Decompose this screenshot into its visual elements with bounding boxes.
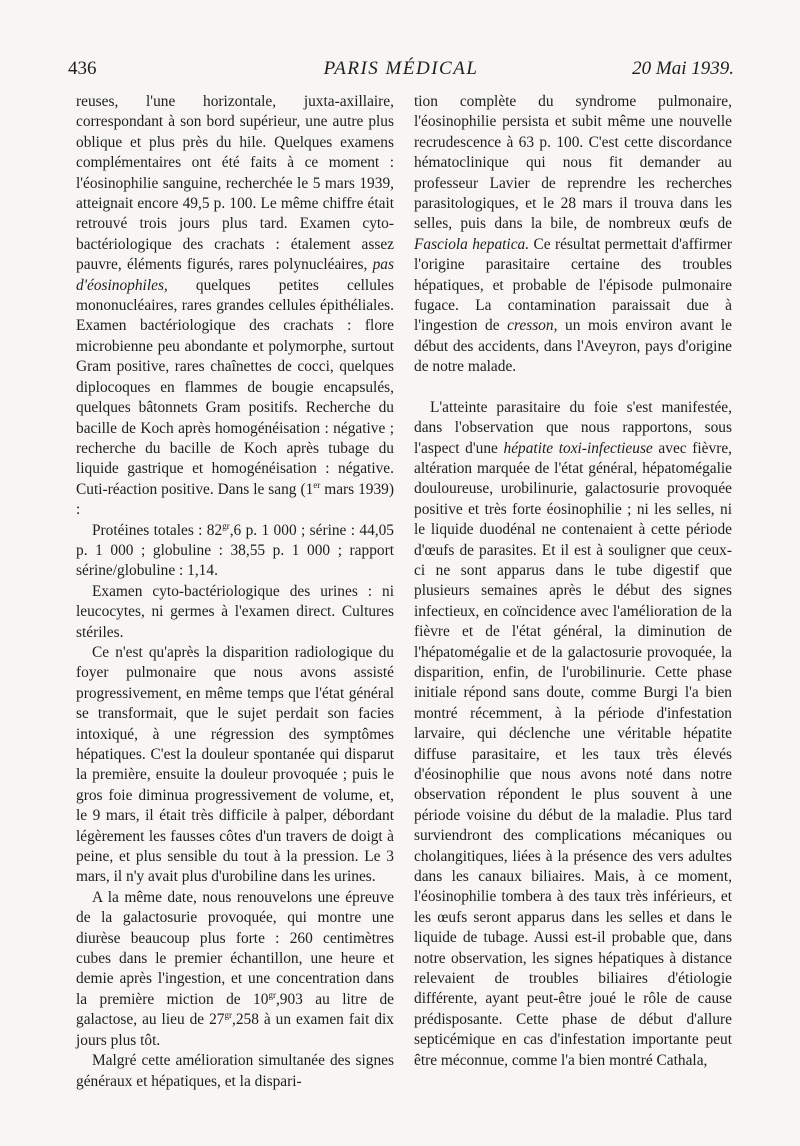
text-segment: A la même date, nous renouvelons une épreuve de la galactosurie provoquée, qui montre une diurèse beaucoup plus forte : 260 centimètres cubes dans le premier échantillon, une heure et demie après l'ingestion, et une concentration dans la première miction de 10 — [76, 888, 394, 1008]
text-segment: avec fièvre, altération marquée de l'état général, hépatomégalie douloureuse, urobilinurie, galactosurie provoquée positive et très forte éosinophilie ; ni les selles, ni le liquide duodénal ne contenaient à cette période d'œufs de parasites. Et il est à souligner que ceux-ci ne sont apparus dans le tube digestif que plusieurs semaines après le début des signes infectieux, en coïncidence avec l'amélioration de la fièvre et de l'état général, la diminution de l'hépatomégalie et de la galactosurie provoquée, la disparition, enfin, de l'urobilinurie. Cette phase initiale répond sans doute, comme Burgi l'a bien montré récemment, à la période d'infestation larvaire, qui déclenche une véritable hépatite diffuse parasitaire, et les taux très élevés d'éosinophilie que nous avons noté dans notre observation répondent le plus souvent à une période voisine du début de la maladie. Plus tard surviendront des complications mécaniques ou cholangitiques, liées à la présence des vers adultes dans les canaux biliaires. Mais, à ce moment, l'éosinophilie tombera à des taux très inférieurs, et les œufs seront apparus dans les selles et dans le liquide de tubage. Aussi est-il probable que, dans notre observation, les signes hépatiques à distance relevaient de troubles biliaires d'étiologie différente, ayant peut-être joué le rôle de cause prédisposante. Cette phase de début d'allure septicémique en cas d'infestation importante peut être méconnue, comme l'a bien montré Cathala, — [414, 439, 732, 1069]
right-paragraph-1 — [414, 92, 732, 378]
text-segment: mars 1939) : — [76, 480, 394, 519]
text-segment: ,903 au litre de galactose, au lieu de 27 — [76, 990, 394, 1029]
text-segment: ,6 p. 1 000 ; sérine : 44,05 p. 1 000 ; globuline : 38,55 p. 1 000 ; rapport sérine/globuline : 1,14. — [76, 521, 394, 580]
page-number: 436 — [68, 58, 97, 79]
text-segment: tion complète du syndrome pulmonaire, l'éosinophilie persista et subit même une nouvelle recrudescence à 63 p. 100. C'est cette discordance hématoclinique qui nous fit demander au professeur Lavier de reprendre les recherches parasitologiques, et le 28 mars il trouva dans les selles, puis dans la bile, de nombreux œufs de — [414, 93, 732, 233]
text-segment: reuses, l'une horizontale, juxta-axillaire, correspondant à son bord supérieur, une autre plus oblique et plus près du hile. Quelques examens complémentaires ont été faits à ce moment : l'éosinophilie sanguine, recherchée le 5 mars 1939, atteignait encore 49,5 p. 100. Le même chiffre était retrouvé trois jours plus tard. Examen cyto-bactériologique des crachats : étalement assez pauvre, éléments figurés, rares polynucléaires, — [76, 93, 394, 274]
italic-segment: cresson, — [507, 317, 558, 335]
left-paragraph-2 — [76, 521, 394, 582]
superscript: gr — [222, 520, 230, 531]
italic-segment: hépatite toxi-infectieuse — [503, 439, 653, 457]
right-paragraph-2 — [414, 398, 732, 1071]
superscript: er — [313, 479, 321, 490]
running-header — [68, 58, 734, 84]
text-segment: un mois environ avant le début des accidents, dans l'Aveyron, pays d'origine de notre malade. — [414, 317, 732, 376]
issue-date: 20 Mai 1939. — [632, 58, 734, 79]
text-segment: L'atteinte parasitaire du foie s'est manifestée, dans l'observation que nous rapportons, sous l'aspect d'une — [414, 398, 732, 457]
left-paragraph-5 — [76, 888, 394, 1051]
right-column — [414, 92, 732, 1071]
text-segment: ,258 à un examen fait dix jours plus tôt. — [76, 1011, 394, 1049]
text-segment: quelques petites cellules mononucléaires, rares grandes cellules épithéliales. Examen bactériologique des crachats : flore microbienne peu abondante et polymorphe, surtout Gram positive, rares chaînettes de cocci, quelques diplocoques en flammes de bougie encapsulés, quelques bâtonnets Gram positifs. Recherche du bacille de Koch après homogénéisation : négative ; recherche du bacille de Koch après tubage du liquide gastrique et homogénéisation : négative. Cuti-réaction positive. Dans le sang (1 — [76, 276, 394, 498]
italic-segment: pas d'éosinophiles, — [76, 256, 394, 294]
superscript: gr — [224, 1010, 232, 1021]
text-segment: Protéines totales : 82 — [92, 521, 223, 539]
text-segment: Ce résultat permettait d'affirmer l'origine parasitaire certaine des troubles hépatiques, et probable de l'épisode pulmonaire fugace. La contamination paraissait due à l'ingestion de — [414, 235, 732, 335]
left-paragraph-1 — [76, 92, 394, 521]
journal-title: PARIS MÉDICAL — [323, 58, 479, 79]
left-paragraph-3: Examen cyto-bactériologique des urines : ni leucocytes, ni germes à l'examen direct. Cultures stériles. — [76, 582, 394, 641]
left-paragraph-4: Ce n'est qu'après la disparition radiologique du foyer pulmonaire que nous avons assisté progressivement, en même temps que l'état général se transformait, que le sujet perdait son facies intoxiqué, à une régression des symptômes hépatiques. C'est la douleur spontanée qui disparut la première, ensuite la douleur provoquée ; puis le gros foie diminua progressivement de volume, et, le 9 mars, il était très difficile à palper, débordant légèrement les fausses côtes d'un travers de doigt à peine, et plus sensible du tout à la pression. Le 3 mars, il n'y avait plus d'urobiline dans les urines. — [76, 643, 394, 886]
italic-segment: Fasciola hepatica. — [414, 235, 530, 253]
left-paragraph-6: Malgré cette amélioration simultanée des signes généraux et hépatiques, et la dispari- — [76, 1052, 394, 1090]
left-column — [76, 92, 394, 1092]
superscript: gr — [268, 989, 276, 1000]
